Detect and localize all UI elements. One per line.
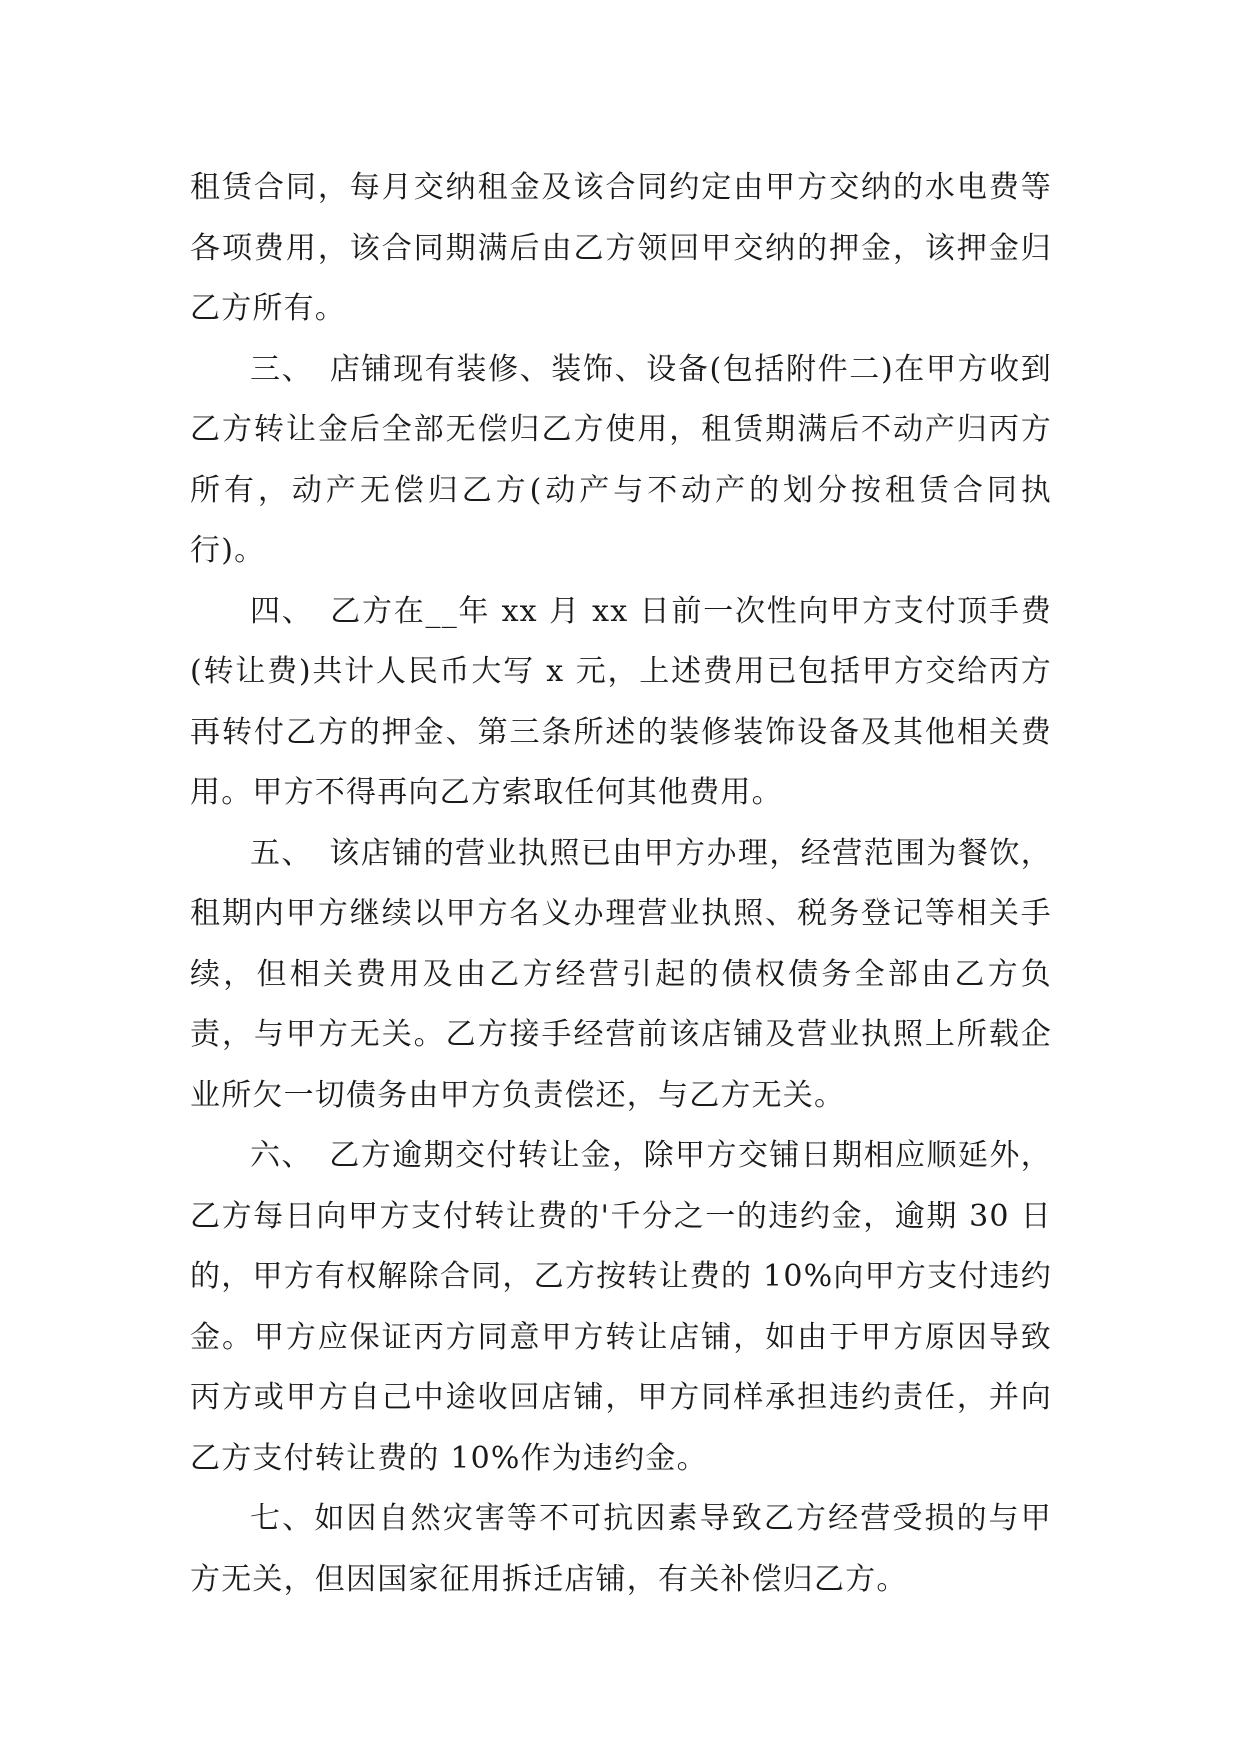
- paragraph-clause-5: 五、 该店铺的营业执照已由甲方办理，经营范围为餐饮，租期内甲方继续以甲方名义办理营业执照、税务登记等相关手续，但相关费用及由乙方经营引起的债权债务全部由乙方负责，与甲方无关。乙方接手经营前该店铺及营业执照上所载企业所欠一切债务由甲方负责偿还，与乙方无关。: [190, 835, 1052, 1113]
- document-body: [190, 158, 1052, 1610]
- paragraph-clause-3: 三、 店铺现有装修、装饰、设备(包括附件二)在甲方收到乙方转让金后全部无偿归乙方使用，租赁期满后不动产归丙方所有，动产无偿归乙方(动产与不动产的划分按租赁合同执行)。: [190, 351, 1052, 568]
- paragraph-clause-6: 六、 乙方逾期交付转让金，除甲方交铺日期相应顺延外，乙方每日向甲方支付转让费的'千分之一的违约金，逾期 30 日的，甲方有权解除合同，乙方按转让费的 10%向甲方支付违约金。甲方应保证丙方同意甲方转让店铺，如由于甲方原因导致丙方或甲方自己中途收回店铺，甲方同样承担违约责任，并向乙方支付转让费的 10%作为违约金。: [190, 1138, 1052, 1476]
- paragraph-clause-7: 七、如因自然灾害等不可抗因素导致乙方经营受损的与甲方无关，但因国家征用拆迁店铺，有关补偿归乙方。: [190, 1501, 1052, 1597]
- paragraph-continuation: 租赁合同，每月交纳租金及该合同约定由甲方交纳的水电费等各项费用，该合同期满后由乙方领回甲交纳的押金，该押金归乙方所有。: [190, 170, 1052, 326]
- paragraph-clause-4: 四、 乙方在__年 xx 月 xx 日前一次性向甲方支付顶手费(转让费)共计人民币大写 x 元，上述费用已包括甲方交给丙方再转付乙方的押金、第三条所述的装修装饰设备及其他相关费用。甲方不得再向乙方索取任何其他费用。: [190, 593, 1052, 810]
